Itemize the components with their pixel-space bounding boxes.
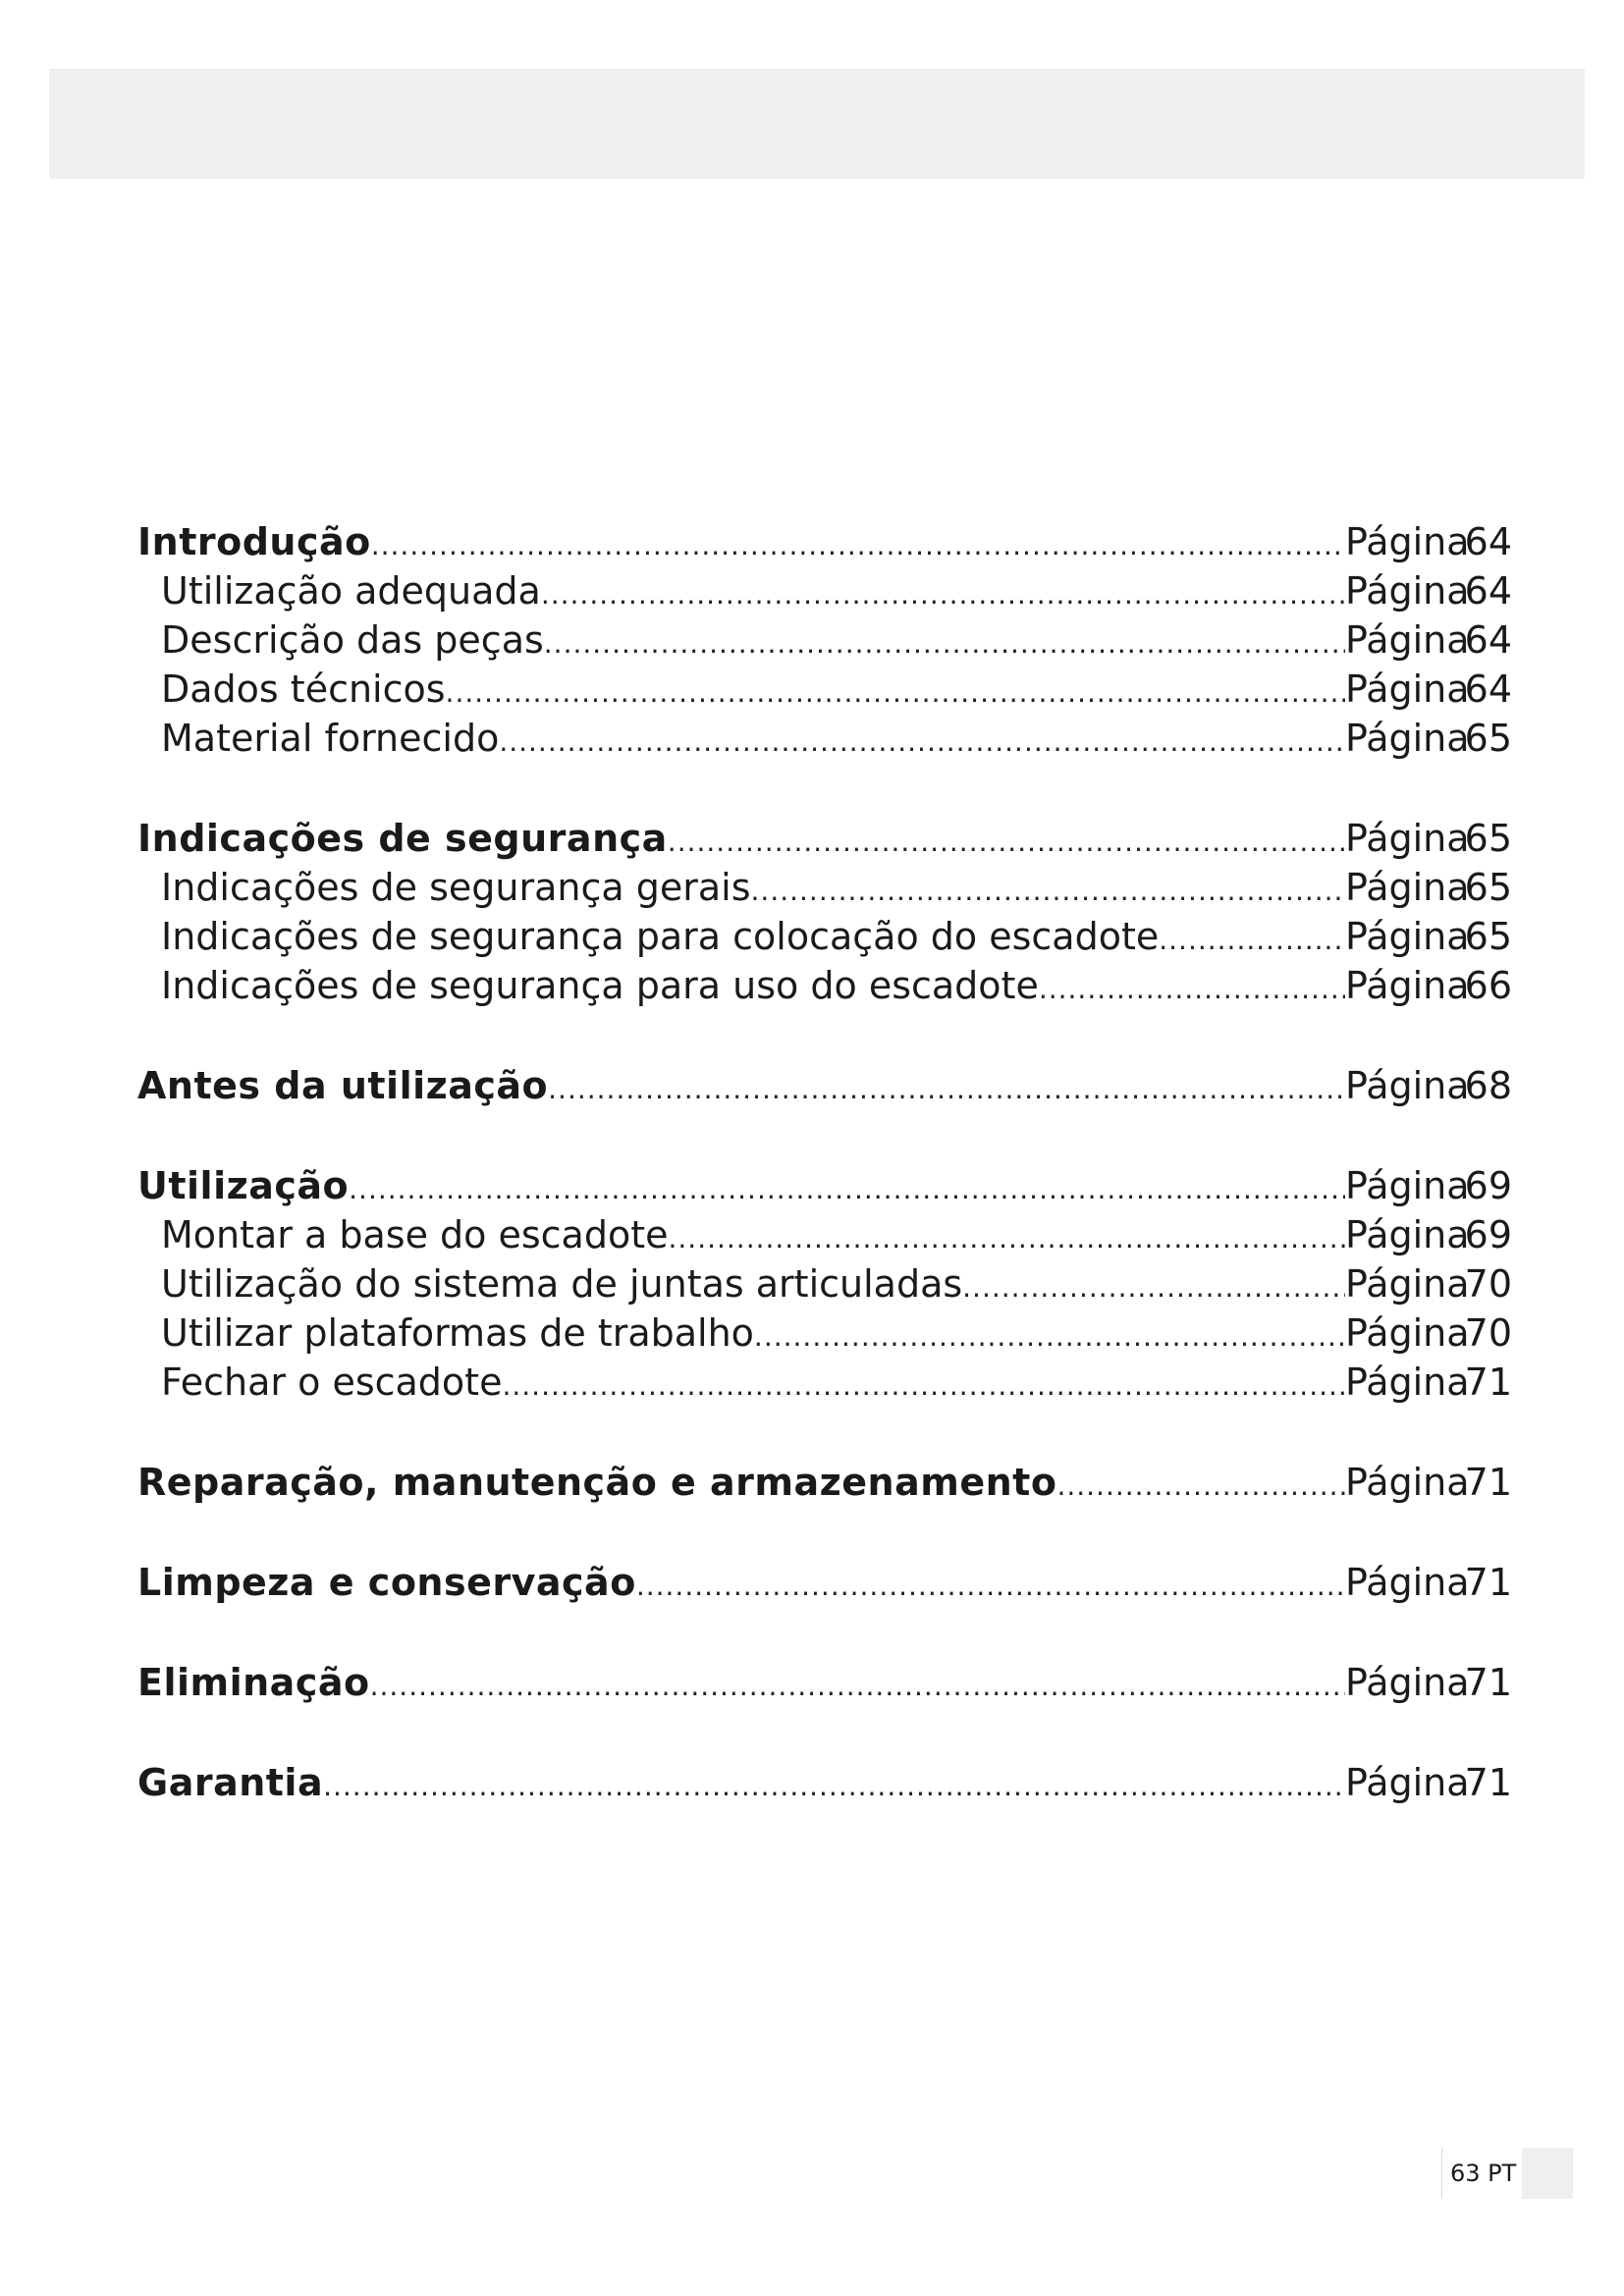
toc-page-word: Página — [1345, 1311, 1470, 1355]
toc-page-number: 69 — [1464, 1213, 1512, 1256]
toc-entry-title: Indicações de segurança — [137, 817, 668, 860]
toc-entry-main[interactable] — [137, 1758, 1512, 1807]
toc-page-number: 66 — [1464, 964, 1512, 1007]
dot-leader — [636, 1562, 1345, 1611]
toc-entry-main[interactable] — [137, 814, 1512, 863]
toc-page-word: Página — [1345, 569, 1470, 613]
toc-page-word: Página — [1345, 915, 1470, 958]
header-band — [49, 69, 1585, 179]
toc-entry-main[interactable] — [137, 517, 1512, 566]
toc-entry-sub[interactable] — [137, 1259, 1512, 1308]
page-footer — [1441, 2148, 1573, 2199]
page-tab — [1522, 2148, 1573, 2199]
dot-leader — [349, 1165, 1345, 1214]
toc-page-word: Página — [1345, 1164, 1470, 1207]
toc-entry-title: Dados técnicos — [161, 667, 446, 711]
toc-page-word: Página — [1345, 1761, 1470, 1804]
toc-entry-title: Indicações de segurança para uso do escadote — [161, 964, 1039, 1007]
toc-section — [137, 814, 1512, 1010]
toc-entry-main[interactable] — [137, 1658, 1512, 1707]
toc-entry-title: Montar a base do escadote — [161, 1213, 669, 1256]
dot-leader — [544, 619, 1345, 668]
toc-entry-main[interactable] — [137, 1458, 1512, 1507]
dot-leader — [751, 867, 1345, 916]
toc-page-number: 71 — [1464, 1561, 1512, 1604]
toc-page-word: Página — [1345, 520, 1470, 563]
toc-page-word: Página — [1345, 1461, 1470, 1504]
toc-page-number: 71 — [1464, 1661, 1512, 1704]
dot-leader — [754, 1312, 1345, 1362]
toc-page-number: 65 — [1464, 915, 1512, 958]
dot-leader — [669, 1214, 1346, 1263]
dot-leader — [446, 668, 1345, 718]
toc-page-number: 64 — [1464, 667, 1512, 711]
toc-entry-title: Utilização do sistema de juntas articuladas — [161, 1262, 963, 1306]
toc-entry-title: Fechar o escadote — [161, 1361, 503, 1404]
toc-entry-sub[interactable] — [137, 863, 1512, 912]
toc-page-word: Página — [1345, 866, 1470, 909]
toc-page-number: 65 — [1464, 717, 1512, 760]
dot-leader — [962, 1263, 1345, 1312]
toc-entry-sub[interactable] — [137, 1308, 1512, 1358]
toc-page-word: Página — [1345, 817, 1470, 860]
toc-entry-sub[interactable] — [137, 1210, 1512, 1259]
toc-page-number: 68 — [1464, 1064, 1512, 1107]
toc-page-number: 64 — [1464, 520, 1512, 563]
toc-entry-title: Descrição das peças — [161, 618, 544, 662]
dot-leader — [548, 1065, 1345, 1114]
dot-leader — [370, 1662, 1345, 1711]
toc-entry-title: Material fornecido — [161, 717, 500, 760]
toc-entry-title: Utilizar plataformas de trabalho — [161, 1311, 754, 1355]
page-number-label: 63 PT — [1441, 2148, 1522, 2199]
toc-page-word: Página — [1345, 667, 1470, 711]
dot-leader — [541, 570, 1345, 619]
toc-entry-title: Indicações de segurança para colocação do escadote — [161, 915, 1160, 958]
toc-section — [137, 1458, 1512, 1507]
toc-entry-main[interactable] — [137, 1558, 1512, 1607]
toc-entry-title: Introdução — [137, 520, 371, 563]
toc-page-number: 70 — [1464, 1311, 1512, 1355]
table-of-contents — [137, 517, 1512, 1858]
toc-page-word: Página — [1345, 717, 1470, 760]
toc-entry-title: Reparação, manutenção e armazenamento — [137, 1461, 1057, 1504]
toc-page-word: Página — [1345, 1064, 1470, 1107]
dot-leader — [668, 818, 1345, 867]
toc-entry-main[interactable] — [137, 1061, 1512, 1110]
toc-page-word: Página — [1345, 1213, 1470, 1256]
toc-page-word: Página — [1345, 1561, 1470, 1604]
toc-section — [137, 1758, 1512, 1807]
toc-page-number: 65 — [1464, 866, 1512, 909]
dot-leader — [323, 1762, 1345, 1811]
toc-entry-sub[interactable] — [137, 615, 1512, 665]
dot-leader — [502, 1362, 1345, 1411]
toc-entry-main[interactable] — [137, 1161, 1512, 1210]
toc-entry-sub[interactable] — [137, 566, 1512, 615]
toc-entry-title: Limpeza e conservação — [137, 1561, 636, 1604]
toc-section — [137, 517, 1512, 763]
toc-page-word: Página — [1345, 1361, 1470, 1404]
toc-section — [137, 1558, 1512, 1607]
toc-entry-sub[interactable] — [137, 912, 1512, 961]
toc-page-word: Página — [1345, 1262, 1470, 1306]
dot-leader — [1159, 916, 1345, 965]
toc-entry-title: Antes da utilização — [137, 1064, 549, 1107]
toc-entry-sub[interactable] — [137, 961, 1512, 1010]
toc-page-number: 71 — [1464, 1761, 1512, 1804]
toc-section — [137, 1161, 1512, 1407]
toc-entry-title: Utilização — [137, 1164, 350, 1207]
toc-page-word: Página — [1345, 618, 1470, 662]
toc-entry-title: Garantia — [137, 1761, 324, 1804]
toc-entry-title: Eliminação — [137, 1661, 370, 1704]
toc-page-number: 69 — [1464, 1164, 1512, 1207]
dot-leader — [499, 718, 1345, 767]
toc-page-number: 65 — [1464, 817, 1512, 860]
toc-page-number: 71 — [1464, 1461, 1512, 1504]
dot-leader — [1039, 965, 1345, 1014]
toc-entry-sub[interactable] — [137, 1358, 1512, 1407]
toc-page-number: 70 — [1464, 1262, 1512, 1306]
dot-leader — [371, 521, 1345, 570]
toc-page-word: Página — [1345, 1661, 1470, 1704]
toc-section — [137, 1658, 1512, 1707]
toc-page-word: Página — [1345, 964, 1470, 1007]
toc-page-number: 64 — [1464, 618, 1512, 662]
toc-entry-title: Indicações de segurança gerais — [161, 866, 751, 909]
toc-page-number: 71 — [1464, 1361, 1512, 1404]
dot-leader — [1056, 1462, 1345, 1511]
toc-entry-title: Utilização adequada — [161, 569, 541, 613]
toc-entry-sub[interactable] — [137, 665, 1512, 714]
toc-entry-sub[interactable] — [137, 714, 1512, 763]
toc-page-number: 64 — [1464, 569, 1512, 613]
toc-section — [137, 1061, 1512, 1110]
